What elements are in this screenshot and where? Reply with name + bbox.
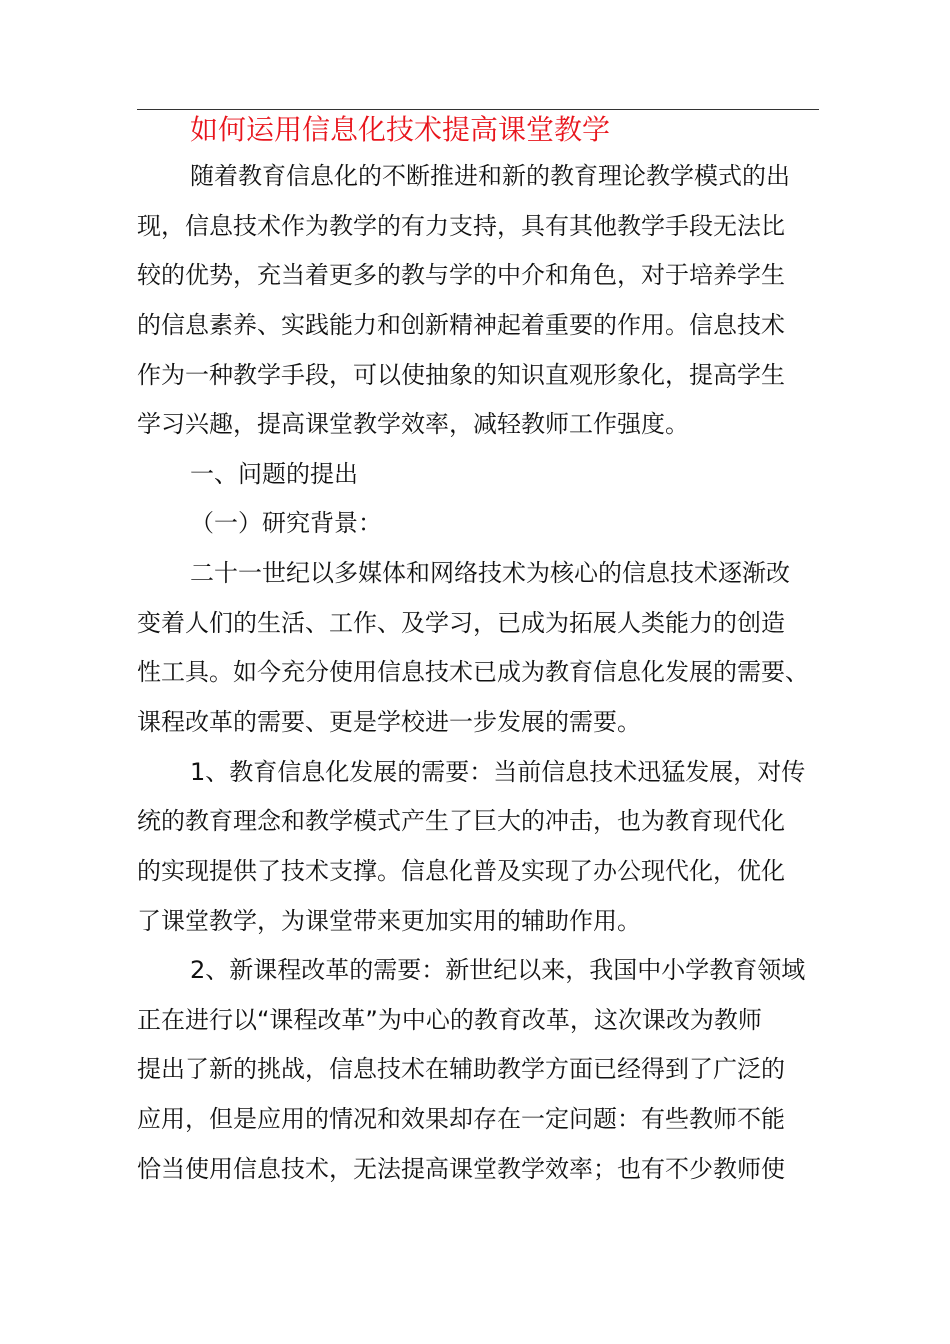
body-line: 学习兴趣，提高课堂教学效率，减轻教师工作强度。 <box>137 410 689 438</box>
body-line: 变着人们的生活、工作、及学习，已成为拓展人类能力的创造 <box>137 609 785 637</box>
body-line: 的实现提供了技术支撑。信息化普及实现了办公现代化，优化 <box>137 857 785 885</box>
subsection-heading: （一）研究背景： <box>190 509 382 537</box>
body-line: 了课堂教学，为课堂带来更加实用的辅助作用。 <box>137 907 641 935</box>
body-line: 二十一世纪以多媒体和网络技术为核心的信息技术逐渐改 <box>190 559 790 587</box>
body-line: 较的优势，充当着更多的教与学的中介和角色，对于培养学生 <box>137 261 785 289</box>
section-heading: 一、问题的提出 <box>190 460 358 488</box>
body-line: 正在进行以“课程改革”为中心的教育改革，这次课改为教师 <box>137 1006 762 1034</box>
body-line: 随着教育信息化的不断推进和新的教育理论教学模式的出 <box>190 162 790 190</box>
body-line: 统的教育理念和教学模式产生了巨大的冲击，也为教育现代化 <box>137 807 785 835</box>
body-line: 1、教育信息化发展的需要：当前信息技术迅猛发展，对传 <box>190 758 806 786</box>
document-title: 如何运用信息化技术提高课堂教学 <box>190 113 611 146</box>
body-line: 现，信息技术作为教学的有力支持，具有其他教学手段无法比 <box>137 212 785 240</box>
body-line: 提出了新的挑战，信息技术在辅助教学方面已经得到了广泛的 <box>137 1055 785 1083</box>
body-line: 应用，但是应用的情况和效果却存在一定问题：有些教师不能 <box>137 1105 785 1133</box>
body-line: 性工具。如今充分使用信息技术已成为教育信息化发展的需要、 <box>137 658 809 686</box>
body-line: 课程改革的需要、更是学校进一步发展的需要。 <box>137 708 641 736</box>
body-line: 2、新课程改革的需要：新世纪以来，我国中小学教育领域 <box>190 956 806 984</box>
body-line: 的信息素养、实践能力和创新精神起着重要的作用。信息技术 <box>137 311 785 339</box>
body-line: 恰当使用信息技术，无法提高课堂教学效率；也有不少教师使 <box>137 1155 785 1183</box>
body-line: 作为一种教学手段，可以使抽象的知识直观形象化，提高学生 <box>137 361 785 389</box>
